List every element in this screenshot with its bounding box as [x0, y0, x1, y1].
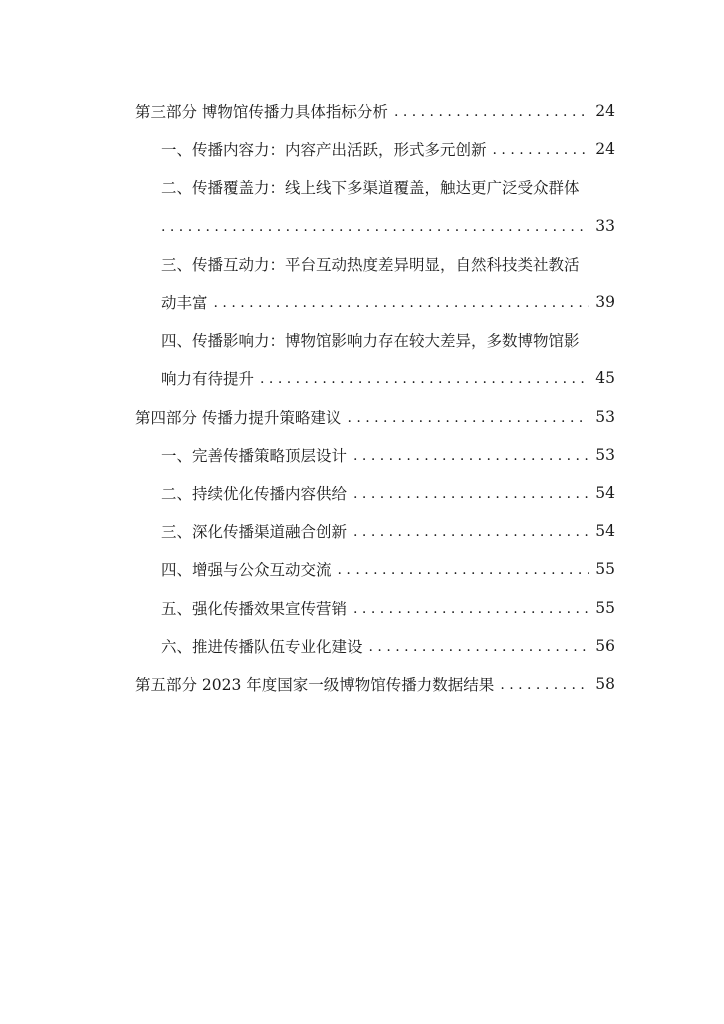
dot-leader — [369, 639, 590, 655]
toc-entry-page: 55 — [595, 598, 615, 617]
toc-entry-part-4[interactable] — [135, 398, 615, 436]
toc-entry-4-2[interactable] — [135, 474, 615, 512]
toc-entry-part-3[interactable] — [135, 92, 615, 130]
dot-leader — [500, 677, 589, 693]
toc-entry-title: 三、传播互动力：平台互动热度差异明显，自然科技类社教活 — [161, 255, 580, 274]
dot-leader — [353, 524, 589, 540]
toc-entry-title: 动丰富 — [161, 294, 208, 313]
toc-entry-4-1[interactable] — [135, 436, 615, 474]
toc-entry-page: 24 — [595, 102, 615, 121]
toc-entry-title: 一、传播内容力：内容产出活跃，形式多元创新 — [161, 141, 487, 160]
toc-entry-title: 响力有待提升 — [161, 370, 255, 389]
toc-entry-title: 二、传播覆盖力：线上线下多渠道覆盖，触达更广泛受众群体 — [161, 179, 580, 198]
toc-entry-3-4-cont[interactable] — [135, 359, 615, 397]
toc-entry-3-3[interactable] — [135, 245, 615, 283]
toc-entry-4-4[interactable] — [135, 550, 615, 588]
toc-entry-title: 第五部分 2023 年度国家一级博物馆传播力数据结果 — [135, 675, 495, 694]
toc-entry-part-5[interactable] — [135, 665, 615, 703]
dot-leader — [214, 295, 590, 311]
toc-entry-3-4[interactable] — [135, 321, 615, 359]
dot-leader — [353, 486, 589, 502]
dot-leader — [394, 104, 589, 120]
toc-entry-page: 33 — [595, 216, 615, 235]
toc-entry-title: 第四部分 传播力提升策略建议 — [135, 408, 342, 427]
toc-entry-title: 三、深化传播渠道融合创新 — [161, 523, 348, 542]
toc-entry-4-6[interactable] — [135, 627, 615, 665]
toc-entry-page: 55 — [595, 560, 615, 579]
toc-entry-4-5[interactable] — [135, 588, 615, 626]
toc-entry-title: 一、完善传播策略顶层设计 — [161, 446, 348, 465]
dot-leader — [347, 410, 589, 426]
toc-entry-4-3[interactable] — [135, 512, 615, 550]
toc-entry-page: 54 — [595, 483, 615, 502]
toc-entry-3-2[interactable] — [135, 168, 615, 206]
toc-entry-page: 56 — [595, 636, 615, 655]
toc-entry-title: 六、推进传播队伍专业化建设 — [161, 637, 363, 656]
toc-entry-page: 54 — [595, 522, 615, 541]
toc-entry-page: 53 — [595, 407, 615, 426]
toc-entry-title: 第三部分 博物馆传播力具体指标分析 — [135, 103, 388, 122]
table-of-contents — [135, 92, 615, 703]
dot-leader — [161, 219, 589, 235]
toc-entry-page: 24 — [595, 140, 615, 159]
dot-leader — [353, 601, 589, 617]
dot-leader — [353, 448, 589, 464]
toc-entry-title: 四、增强与公众互动交流 — [161, 561, 332, 580]
toc-entry-3-2-cont[interactable] — [135, 207, 615, 245]
toc-entry-3-1[interactable] — [135, 130, 615, 168]
dot-leader — [493, 142, 590, 158]
dot-leader — [338, 562, 590, 578]
toc-entry-title: 二、持续优化传播内容供给 — [161, 484, 348, 503]
toc-entry-page: 45 — [595, 369, 615, 388]
toc-entry-title: 五、强化传播效果宣传营销 — [161, 599, 348, 618]
toc-entry-page: 58 — [595, 674, 615, 693]
toc-entry-page: 53 — [595, 445, 615, 464]
dot-leader — [260, 371, 589, 387]
toc-entry-3-3-cont[interactable] — [135, 283, 615, 321]
toc-entry-page: 39 — [595, 293, 615, 312]
toc-entry-title: 四、传播影响力：博物馆影响力存在较大差异，多数博物馆影 — [161, 332, 580, 351]
